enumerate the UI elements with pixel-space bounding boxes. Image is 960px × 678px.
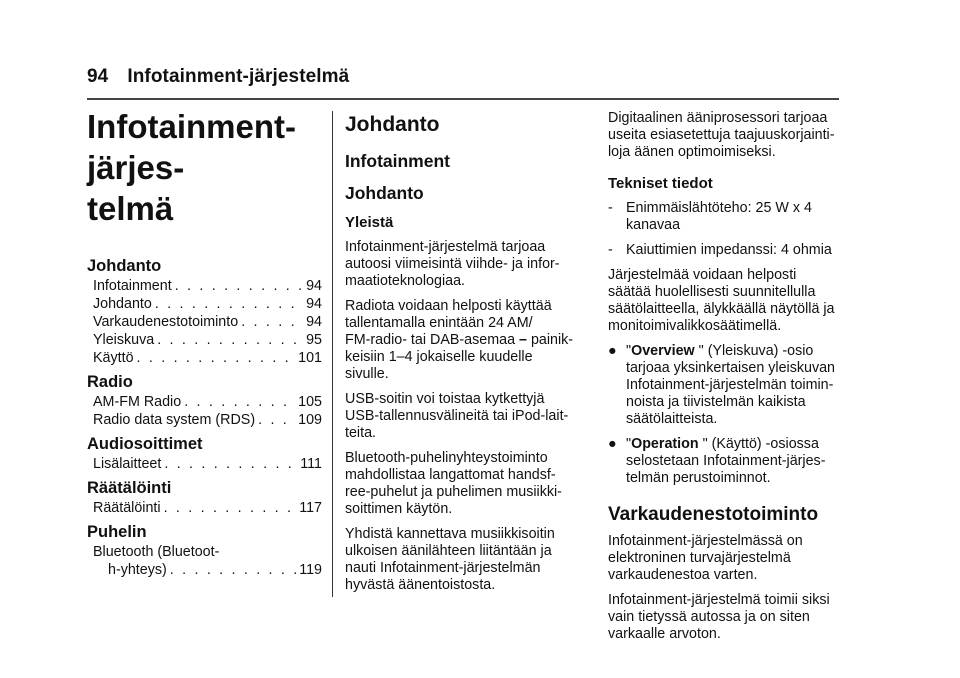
toc-section-audiosoittimet — [87, 435, 322, 473]
bullet-icon: ● — [608, 343, 617, 359]
toc-entry[interactable]: Johdanto . . . 94 — [87, 295, 322, 313]
subheading-infotainment: Infotainment — [345, 151, 450, 171]
paragraph: Bluetooth-puhelinyhteystoiminto mahdollistaa langattomat handsf- ree-puhelut ja puhelimen musiikki- soittimen käytön. — [345, 450, 562, 517]
toc-entry[interactable]: Käyttö . . . 101 — [87, 349, 322, 367]
link-overview[interactable]: Overview — [631, 343, 695, 359]
chapter-title: Infotainment-järjes- telmä — [87, 108, 296, 227]
column-divider — [332, 111, 333, 597]
bullet-icon: ● — [608, 436, 617, 452]
toc-entry[interactable]: Radio data system (RDS) . . . 109 — [87, 411, 322, 429]
toc-entry[interactable]: Varkaudenestotoiminto . . . 94 — [87, 313, 322, 331]
toc-section-radio — [87, 373, 322, 429]
bullet-list-item: ● "Operation " (Käyttö) -osiossa selostetaan Infotainment-järjes- telmän perustoiminnot. — [608, 436, 826, 486]
content-column-2 — [345, 112, 581, 602]
toc-heading: Radio — [87, 373, 133, 391]
toc-heading: Räätälöinti — [87, 479, 172, 497]
header-rule — [87, 98, 839, 100]
toc-section-raatalointi — [87, 479, 322, 517]
minor-heading-tekniset-tiedot: Tekniset tiedot — [608, 175, 713, 192]
toc-entry-line1[interactable]: Bluetooth (Bluetoot- — [93, 544, 220, 560]
toc-section-johdanto — [87, 257, 322, 367]
page-number: 94 — [87, 66, 109, 87]
chapter-toc — [87, 106, 322, 585]
dash-marker: - — [608, 242, 613, 258]
toc-heading: Audiosoittimet — [87, 435, 203, 453]
section-heading-johdanto: Johdanto — [345, 113, 440, 136]
toc-entry[interactable]: Räätälöinti . . . 117 — [87, 499, 322, 517]
toc-heading: Puhelin — [87, 523, 147, 541]
content-column-3 — [608, 110, 844, 651]
paragraph: Infotainment-järjestelmä tarjoaa autoosi viimeisintä viihde- ja infor- maatioteknologiaa. — [345, 239, 560, 289]
page-header — [87, 66, 349, 88]
paragraph: Yhdistä kannettava musiikkisoitin ulkoisen äänilähteen liitäntään ja nauti Infotainment-järjestelmän hyvästä äänentoistosta. — [345, 526, 555, 593]
toc-section-puhelin — [87, 523, 322, 579]
spec-list-item: - Kaiuttimien impedanssi: 4 ohmia — [608, 242, 832, 258]
toc-entry[interactable]: h-yhteys) . . . 119 — [87, 561, 322, 579]
dash-marker: - — [608, 200, 613, 216]
bullet-list-item: ● "Overview " (Yleiskuva) -osio tarjoaa yksinkertaisen yleiskuvan Infotainment-järjestelmän toimin- noista ja tiivistelmän kaikista säätölaitteista. — [608, 343, 835, 427]
spec-list-item: - Enimmäislähtöteho: 25 W x 4 kanavaa — [608, 200, 812, 233]
subheading-johdanto: Johdanto — [345, 183, 424, 203]
minor-heading-yleista: Yleistä — [345, 214, 394, 231]
toc-entry[interactable]: Yleiskuva . . . 95 — [87, 331, 322, 349]
paragraph: Infotainment-järjestelmässä on elektroninen turvajärjestelmä varkaudenestoa varten. — [608, 533, 803, 583]
paragraph: Radiota voidaan helposti käyttää tallentamalla enintään 24 AM/ FM-radio- tai DAB-asemaa – painik- keisiin 1–4 jokaiselle kuudelle sivulle. — [345, 298, 574, 382]
radio-button-icon: – — [519, 332, 527, 348]
link-operation[interactable]: Operation — [631, 436, 699, 452]
toc-entry[interactable]: Lisälaitteet . . . 111 — [87, 455, 322, 473]
page-header-title: Infotainment-järjestelmä — [127, 66, 350, 87]
paragraph: Digitaalinen ääniprosessori tarjoaa useita esiasetettuja taajuuskorjainti- loja äänen optimoimiseksi. — [608, 110, 835, 160]
paragraph: Järjestelmää voidaan helposti säätää huolellisesti suunnitellulla säätölaitteella, älykkäällä näytöllä ja monitoimivalikkosäätimellä. — [608, 267, 835, 334]
section-heading-varkaudenestotoiminto: Varkaudenestotoiminto — [608, 504, 819, 525]
toc-entry[interactable]: AM-FM Radio . . . 105 — [87, 393, 322, 411]
toc-entry[interactable]: Infotainment . . . 94 — [87, 277, 322, 295]
paragraph: USB-soitin voi toistaa kytkettyjä USB-tallennusvälineitä tai iPod-lait- teita. — [345, 391, 569, 441]
paragraph: Infotainment-järjestelmä toimii siksi vain tietyssä autossa ja on siten varkaalle arvoton. — [608, 592, 830, 642]
toc-heading: Johdanto — [87, 257, 162, 275]
